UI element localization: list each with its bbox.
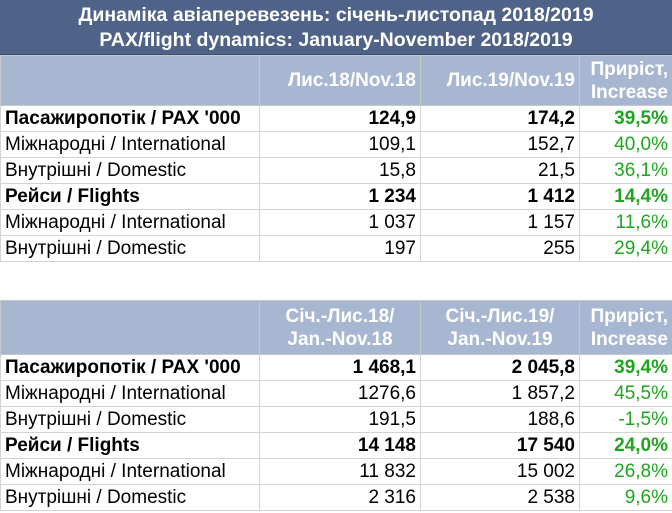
- increase-percent: 9,6%: [580, 485, 672, 511]
- row-label: Міжнародні / International: [1, 381, 260, 407]
- value-2019: 2 538: [421, 485, 580, 511]
- value-2018: 15,8: [260, 158, 421, 184]
- cumulative-table: [0, 300, 672, 511]
- table-row: [1, 210, 672, 236]
- monthly-body: [1, 106, 672, 262]
- row-label: Міжнародні / International: [1, 459, 260, 485]
- value-2018: 197: [260, 236, 421, 262]
- row-label: Міжнародні / International: [1, 132, 260, 158]
- title-line-english: PAX/flight dynamics: January-November 2018/2019: [99, 29, 573, 51]
- increase-percent: 26,8%: [580, 459, 672, 485]
- header-increase: Приріст, Increase: [580, 301, 672, 355]
- value-2019: 1 157: [421, 210, 580, 236]
- table-row: [1, 106, 672, 132]
- value-2018: 109,1: [260, 132, 421, 158]
- table-row: [1, 407, 672, 433]
- monthly-header-row: [1, 56, 672, 106]
- value-2019: 15 002: [421, 459, 580, 485]
- cumulative-body: [1, 355, 672, 511]
- row-label: Рейси / Flights: [1, 433, 260, 459]
- increase-percent: -1,5%: [580, 407, 672, 433]
- row-label: Міжнародні / International: [1, 210, 260, 236]
- table-row: [1, 459, 672, 485]
- value-2019: 188,6: [421, 407, 580, 433]
- value-2018: 1 234: [260, 184, 421, 210]
- increase-percent: 39,4%: [580, 355, 672, 381]
- table-spacer: [0, 262, 672, 300]
- increase-percent: 40,0%: [580, 132, 672, 158]
- cumulative-header-row: [1, 301, 672, 355]
- value-2018: 1276,6: [260, 381, 421, 407]
- table-row: [1, 132, 672, 158]
- value-2019: 174,2: [421, 106, 580, 132]
- increase-percent: 14,4%: [580, 184, 672, 210]
- increase-percent: 11,6%: [580, 210, 672, 236]
- row-label: Пасажиропотік / PAX '000: [1, 355, 260, 381]
- header-nov-2019: Лис.19/Nov.19: [421, 56, 580, 106]
- value-2019: 255: [421, 236, 580, 262]
- value-2018: 1 037: [260, 210, 421, 236]
- value-2019: 2 045,8: [421, 355, 580, 381]
- value-2018: 11 832: [260, 459, 421, 485]
- row-label: Внутрішні / Domestic: [1, 158, 260, 184]
- row-label: Внутрішні / Domestic: [1, 407, 260, 433]
- row-label: Внутрішні / Domestic: [1, 485, 260, 511]
- table-row: [1, 158, 672, 184]
- header-jan-nov-2018: Січ.-Лис.18/ Jan.-Nov.18: [260, 301, 421, 355]
- table-row: [1, 184, 672, 210]
- title-line-ukrainian: Динаміка авіаперевезень: січень-листопад 2018/2019: [78, 4, 594, 26]
- row-label: Рейси / Flights: [1, 184, 260, 210]
- value-2018: 1 468,1: [260, 355, 421, 381]
- table-row: [1, 485, 672, 511]
- report-title: [0, 0, 672, 55]
- table-row: [1, 381, 672, 407]
- header-increase: Приріст, Increase: [580, 56, 672, 106]
- value-2018: 2 316: [260, 485, 421, 511]
- increase-percent: 45,5%: [580, 381, 672, 407]
- table-row: [1, 355, 672, 381]
- value-2019: 21,5: [421, 158, 580, 184]
- row-label: Пасажиропотік / PAX '000: [1, 106, 260, 132]
- increase-percent: 29,4%: [580, 236, 672, 262]
- increase-percent: 36,1%: [580, 158, 672, 184]
- value-2019: 1 857,2: [421, 381, 580, 407]
- header-label-cell: [1, 56, 260, 106]
- value-2019: 152,7: [421, 132, 580, 158]
- header-label-cell: [1, 301, 260, 355]
- header-nov-2018: Лис.18/Nov.18: [260, 56, 421, 106]
- table-row: [1, 433, 672, 459]
- increase-percent: 39,5%: [580, 106, 672, 132]
- table-row: [1, 236, 672, 262]
- header-jan-nov-2019: Січ.-Лис.19/ Jan.-Nov.19: [421, 301, 580, 355]
- row-label: Внутрішні / Domestic: [1, 236, 260, 262]
- value-2019: 1 412: [421, 184, 580, 210]
- value-2019: 17 540: [421, 433, 580, 459]
- monthly-table: [0, 55, 672, 262]
- value-2018: 14 148: [260, 433, 421, 459]
- increase-percent: 24,0%: [580, 433, 672, 459]
- value-2018: 191,5: [260, 407, 421, 433]
- value-2018: 124,9: [260, 106, 421, 132]
